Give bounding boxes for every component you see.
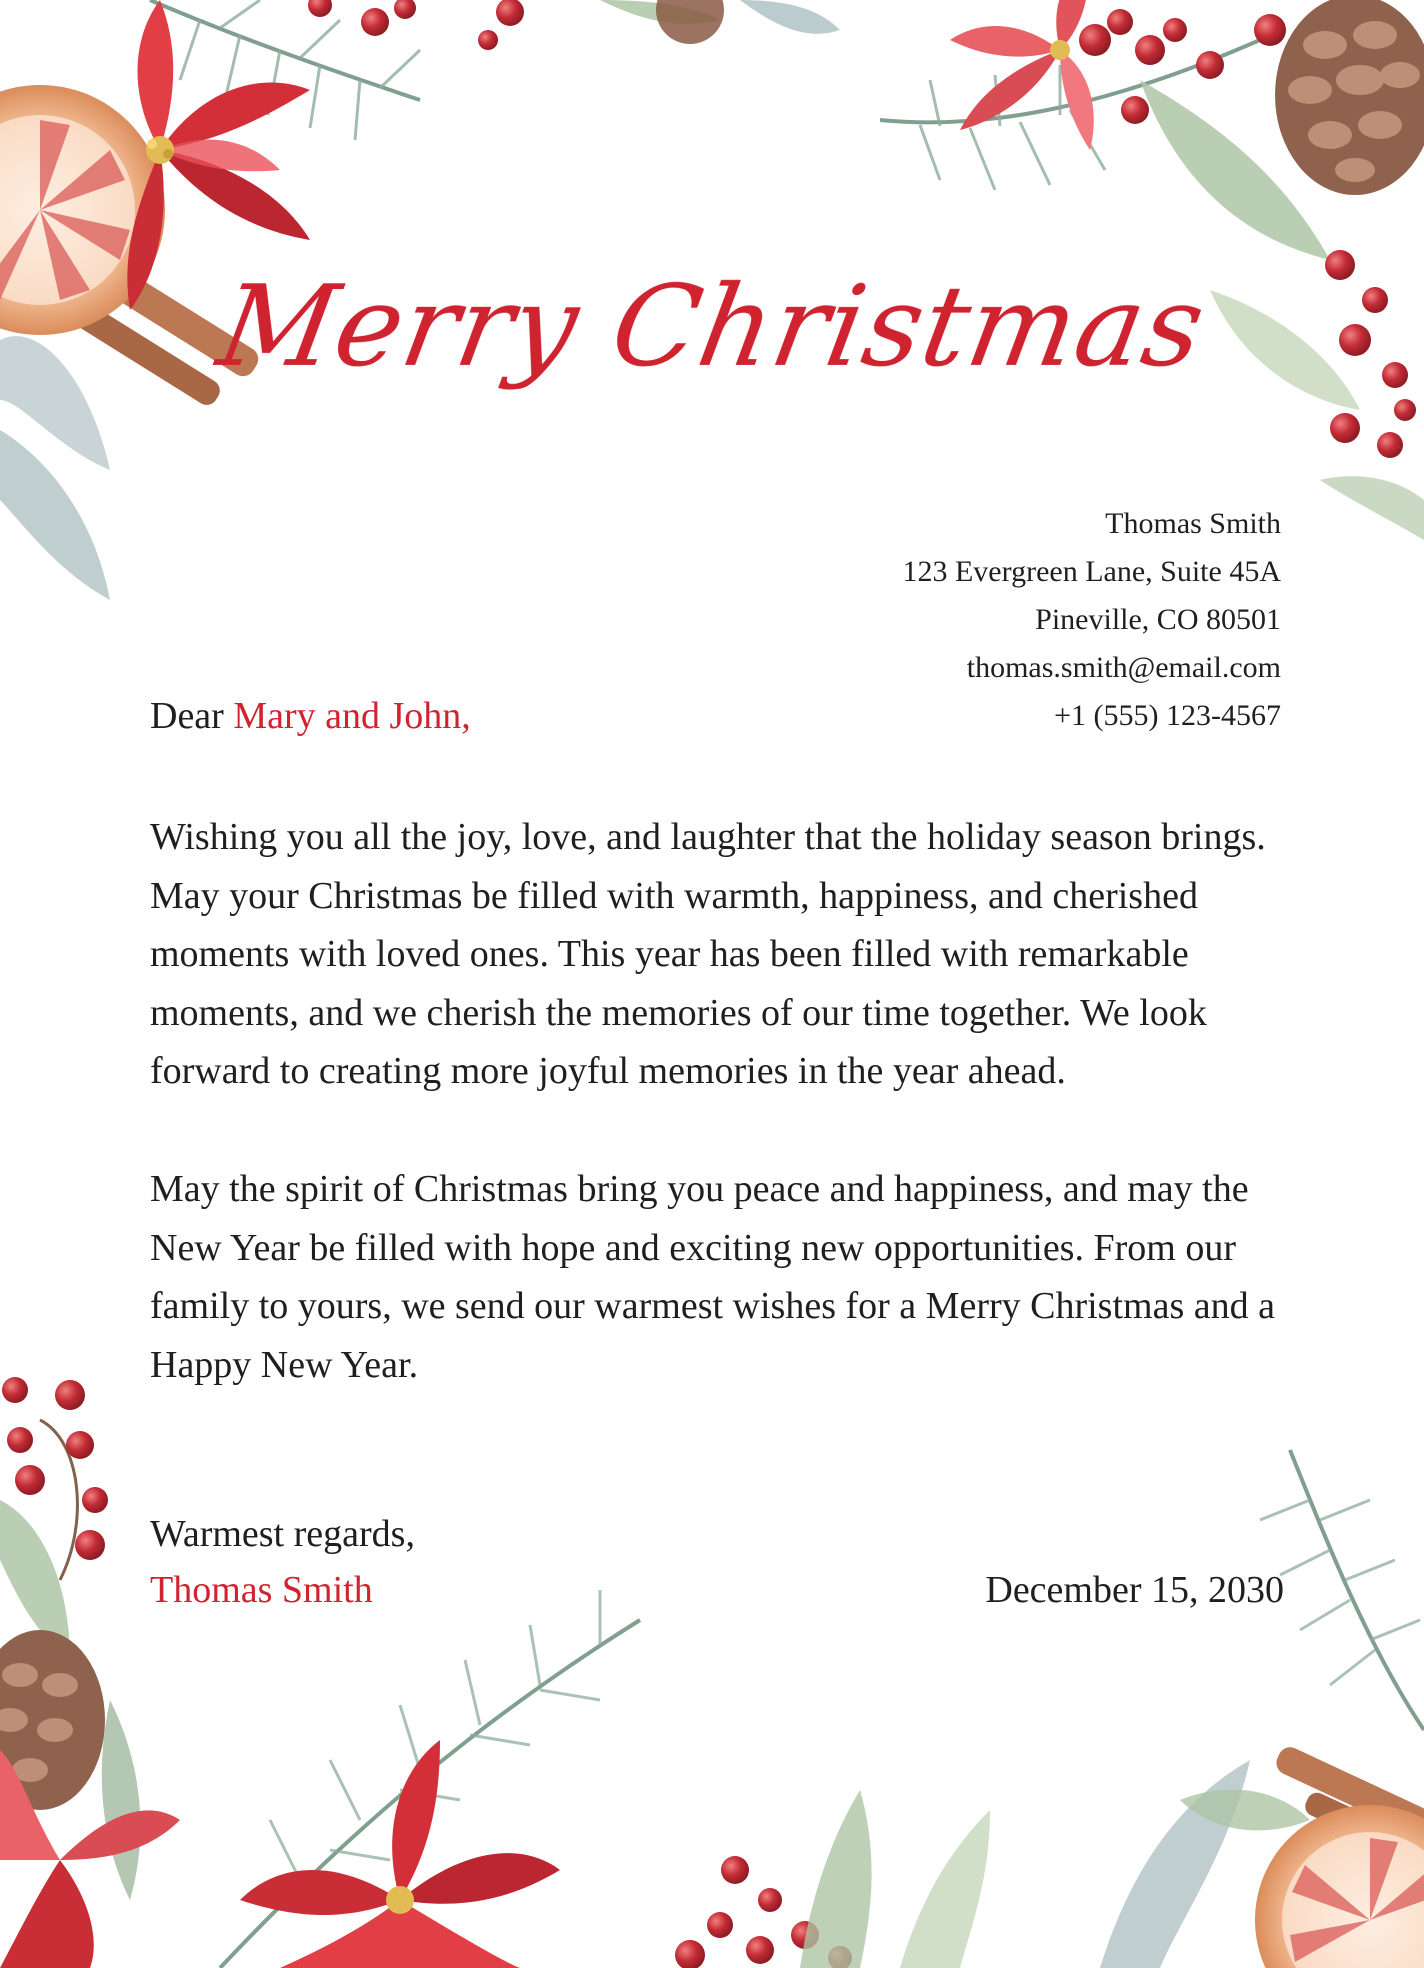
letter-date: December 15, 2030 bbox=[985, 1569, 1284, 1611]
body-paragraph-1: Wishing you all the joy, love, and laughter that the holiday season brings. May your Christmas be filled with warmth, happiness, and cherished moments with loved ones. This year has been filled with remarkable moments, and we cherish the memories of our time together. We look forward to creating more joyful memories in the year ahead. bbox=[150, 816, 1266, 1092]
letter-title: Merry Christmas bbox=[209, 262, 1215, 392]
sender-address-line1: 123 Evergreen Lane, Suite 45A bbox=[902, 555, 1281, 588]
sender-phone: +1 (555) 123-4567 bbox=[1054, 699, 1281, 732]
bottom-right-floral-icon bbox=[1100, 1450, 1424, 1968]
closing-regards: Warmest regards, bbox=[150, 1513, 415, 1555]
greeting bbox=[150, 694, 471, 738]
closing-signature: Thomas Smith bbox=[150, 1569, 373, 1611]
bottom-left-floral-icon bbox=[0, 1377, 990, 1968]
greeting-salutation: Dear bbox=[150, 695, 224, 737]
sender-email: thomas.smith@email.com bbox=[966, 651, 1281, 684]
top-center-leaves-icon bbox=[600, 0, 840, 44]
sender-name: Thomas Smith bbox=[1105, 507, 1281, 540]
closing-block bbox=[150, 1506, 415, 1618]
sender-address-line2: Pineville, CO 80501 bbox=[1035, 603, 1281, 636]
greeting-recipients: Mary and John, bbox=[233, 695, 471, 737]
body-paragraph-2: May the spirit of Christmas bring you peace and happiness, and may the New Year be filled with hope and exciting new opportunities. From our family to yours, we send our warmest wishes for a Merry Christmas and a Happy New Year. bbox=[150, 1168, 1275, 1386]
sender-block bbox=[902, 500, 1281, 740]
